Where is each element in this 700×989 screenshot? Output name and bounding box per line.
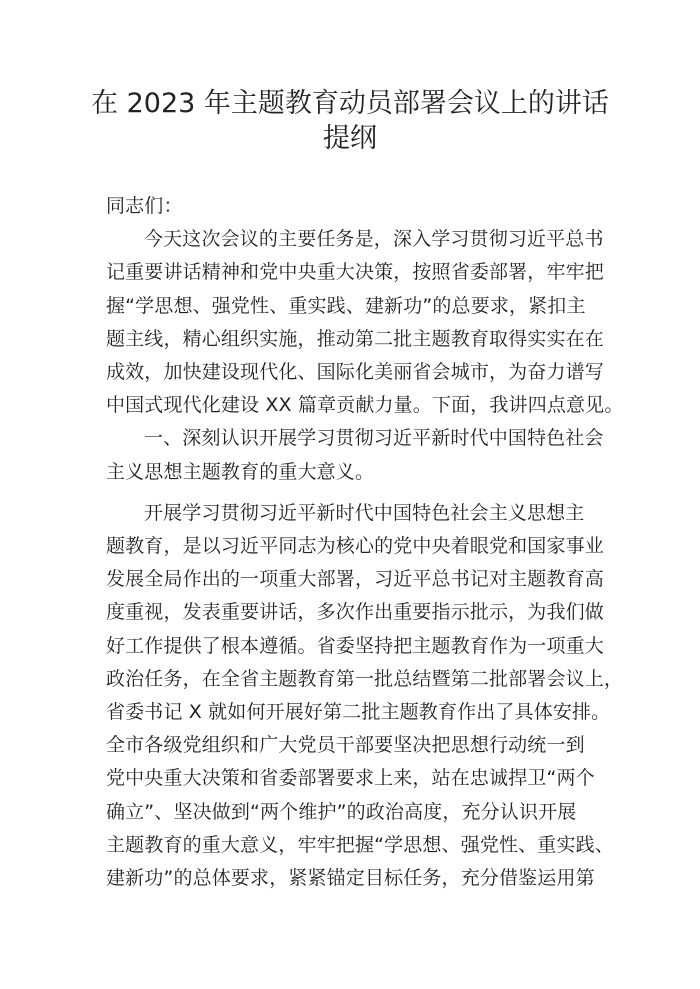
text-line: 主题教育的重大意义，牢牢把握“学思想、强党性、重实践、: [106, 833, 614, 856]
text-line: 一、深刻认识开展学习贯彻习近平新时代中国特色社会: [144, 427, 604, 450]
document-title: [90, 86, 610, 156]
text-line: 主义思想主题教育的重大意义。: [106, 460, 375, 483]
title-line: 提纲: [323, 123, 377, 154]
text-line: 全市各级党组织和广大党员干部要坚决把思想行动统一到: [106, 734, 585, 757]
text-line: 中国式现代化建设 XX 篇章贡献力量。下面，我讲四点意见。: [106, 394, 624, 417]
text-line: 确立”、坚决做到“两个维护”的政治高度，充分认识开展: [106, 800, 577, 823]
paragraph-intro: [106, 223, 624, 422]
salutation: 同志们：: [106, 195, 183, 217]
text-line: 省委书记 X 就如何开展好第二批主题教育作出了具体安排。: [106, 701, 611, 724]
text-line: 党中央重大决策和省委部署要求上来，站在忠诚捍卫“两个: [106, 767, 595, 790]
text-line: 今天这次会议的主要任务是，深入学习贯彻习近平总书: [144, 228, 604, 251]
title-line: 在 2023 年主题教育动员部署会议上的讲话: [91, 88, 609, 119]
section-heading-1: [106, 422, 604, 488]
text-line: 握“学思想、强党性、重实践、建新功”的总要求，紧扣主: [106, 294, 586, 317]
text-line: 度重视，发表重要讲话，多次作出重要指示批示，为我们做: [106, 601, 604, 624]
text-line: 开展学习贯彻习近平新时代中国特色社会主义思想主: [144, 501, 585, 524]
text-line: 建新功”的总体要求，紧紧锚定目标任务，充分借鉴运用第: [106, 867, 595, 890]
text-line: 题教育，是以习近平同志为核心的党中央着眼党和国家事业: [106, 535, 604, 558]
text-line: 记重要讲话精神和党中央重大决策，按照省委部署，牢牢把: [106, 261, 604, 284]
paragraph-section-1: [106, 497, 624, 895]
text-line: 政治任务，在全省主题教育第一批总结暨第二批部署会议上，: [106, 667, 624, 690]
text-line: 发展全局作出的一项重大部署，习近平总书记对主题教育高: [106, 568, 604, 591]
document-body: [106, 190, 624, 895]
text-line: 好工作提供了根本遵循。省委坚持把主题教育作为一项重大: [106, 634, 604, 657]
text-line: 成效，加快建设现代化、国际化美丽省会城市，为奋力谱写: [106, 361, 604, 384]
text-line: 题主线，精心组织实施，推动第二批主题教育取得实实在在: [106, 327, 604, 350]
